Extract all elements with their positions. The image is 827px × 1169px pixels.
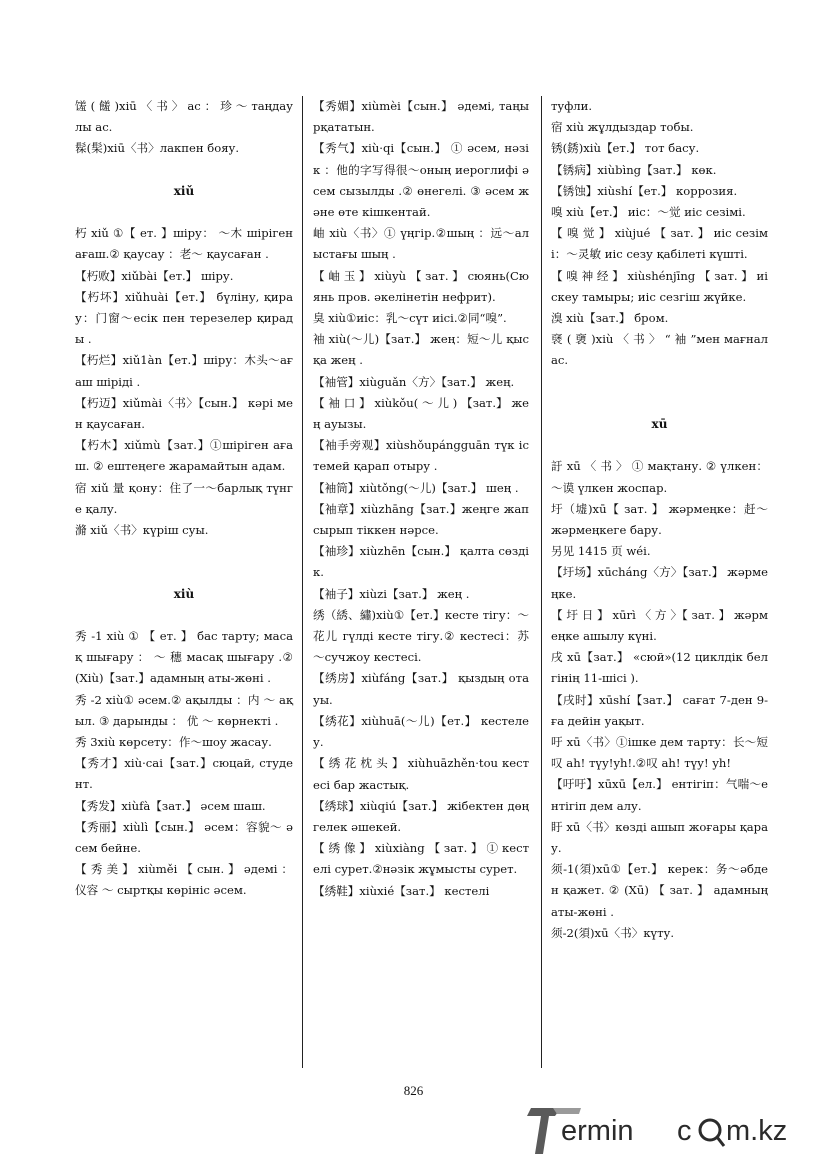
dictionary-entry: 【绣房】xiùfáng【зат.】 қыздың отауы. — [313, 671, 529, 707]
logo-text-right: m.kz — [726, 1115, 788, 1147]
dictionary-entry: 褎 ( 褏 )xiù 〈 书 〉 “ 袖 ”мен мағналас. — [551, 332, 768, 368]
logo-text-mid: ermin — [561, 1115, 634, 1147]
dictionary-entry: 【朽迈】xiǔmài〈书〉【сын.】 кәрі мен қаусаған. — [75, 395, 293, 431]
dictionary-entry: 须-1(須)xū①【ет.】 керек：务～әбден қажет. ② (Xū) 【 зат. 】 адамның аты-жөні . — [551, 862, 768, 919]
dictionary-entry: 秀 -2 xiù① әсем.② ақылды ：内 ～ ақыл. ③ дарынды ： 优 ～ көрнекті . — [75, 692, 293, 728]
dictionary-entry: 锈(銹)xiù【ет.】 тот басу. — [551, 141, 700, 156]
dictionary-entry: 宿 xiù жұлдыздар тобы. — [551, 120, 694, 135]
dictionary-entry: 【秀媚】xiùmèi【сын.】 әдемі, таңырқататын. — [313, 99, 529, 135]
dictionary-entry: 【吁吁】xūxū【ел.】 ентігіп：气喘～ентігіп дем алу. — [551, 777, 768, 813]
dictionary-entry: 袖 xiù(～儿)【зат.】 жең：短～儿 қысқа жең . — [313, 332, 529, 368]
dictionary-entry: 秀 -1 xiù ① 【 ет. 】 бас тарту; масақ шығару ： ～ 穗 масақ шығару .②(Xiù)【зат.】адамның аты-жөні . — [75, 628, 293, 686]
dictionary-entry: 【袖子】xiùzi【зат.】 жең . — [313, 586, 470, 601]
dictionary-entry: 訏 xū 〈 书 〉 ① мақтану. ② үлкен：～谟 үлкен жоспар. — [551, 459, 768, 495]
dictionary-entry: 【秀才】xiù·cai【зат.】сюцай, студент. — [75, 756, 293, 792]
dictionary-entry: 秀 3xiù көрсету：作～шоу жасау. — [75, 734, 272, 749]
dictionary-entry: 臭 xiù①иіс：乳～сүт иісі.②同“嗅”. — [313, 311, 507, 326]
section-heading: xū — [651, 417, 668, 432]
termincom-logo-graphic — [527, 1102, 817, 1160]
dictionary-entry: 盱 xū〈书〉көзді ашып жоғары қарау. — [551, 819, 768, 856]
dictionary-entry: 【朽败】xiǔbài【ет.】 шіру. — [75, 268, 234, 283]
dictionary-entry: 【锈病】xiùbìng【зат.】 көк. — [551, 162, 717, 177]
dictionary-entry: 绣（綉、繡)xiù①【ет.】кесте тігу：～花儿 гүлді кесте тігу.② кестесі：苏～сучжоу кестесі. — [313, 607, 529, 665]
section-heading: xiǔ — [173, 183, 195, 198]
dictionary-entry: 朽 xiǔ ①【 ет. 】шіру： ～木 шіріген ағаш.② қаусау ：老～ қаусаған . — [75, 226, 293, 262]
section-heading: xiù — [173, 586, 195, 601]
dictionary-entry: 【朽坏】xiǔhuài【ет.】 бүліну, қирау：门窗～есік пен терезелер қирады . — [75, 289, 293, 347]
page-number: 826 — [403, 1083, 424, 1098]
dictionary-entry: 【戌时】xūshí【зат.】 сағат 7-ден 9-ға дейін уақыт. — [551, 692, 768, 728]
dictionary-entry: 【朽烂】xiǔ1àn【ет.】шіру：木头～ағаш шіріді . — [75, 353, 293, 389]
dictionary-entry: 【朽木】xiǔmù【зат.】①шіріген ағаш. ② ештеңеге жарамайтын адам. — [75, 438, 293, 474]
dictionary-entry: 【袖珍】xiùzhēn【сын.】 қалта сөздік. — [313, 544, 529, 580]
dictionary-entry: 【绣花】xiùhuā(～儿)【ет.】 кестелеу. — [313, 713, 529, 750]
termincom-logo — [527, 1102, 817, 1160]
dictionary-entry: 【 袖 口 】 xiùkǒu( ～ 儿 ) 【зат.】 жең ауызы. — [313, 395, 529, 432]
spacer — [551, 393, 768, 414]
spacer — [75, 541, 293, 562]
dictionary-entry: 【袖筒】xiùtǒng(～儿)【зат.】 шең . — [313, 480, 519, 495]
dictionary-entry: 髹(髤)xiū〈书〉лакпен бояу. — [75, 141, 240, 156]
logo-magnifier-handle — [717, 1137, 724, 1146]
dictionary-entry: 【绣球】xiùqiú【зат.】 жібектен дөңгелек әшекей. — [313, 798, 529, 834]
dictionary-entry: 【袖手旁观】xiùshǒupángguān түк істемей қарап отыру . — [313, 438, 529, 474]
dictionary-entry: 【袖管】xiùguǎn〈方〉【зат.】 жең. — [313, 374, 515, 389]
dictionary-entry: 馐 ( 饈 )xiū 〈 书 〉 ас ： 珍 ～ таңдаулы ас. — [75, 99, 293, 135]
dictionary-entry: 【秀气】xiù·qi【сын.】 ① әсем, нәзік ：他的字写得很～оның иероглифі әсем сызылды .② өнегелі. ③ әсем және өте кішкентай. — [313, 141, 529, 220]
spacer — [551, 372, 768, 393]
column-divider-right — [541, 96, 542, 1068]
dictionary-entry: 【 圩 日 】 xūrì 〈 方 〉【 зат. 】 жәрмеңке ашылу күні. — [551, 607, 768, 644]
dictionary-entry: 圩（墟)xū【 зат. 】 жәрмеңке：赶～жәрмеңкеге бару. — [551, 501, 768, 537]
dictionary-entry: 【 绣 花 枕 头 】 xiùhuāzhěn·tou кестесі бар жастық. — [313, 756, 529, 792]
dictionary-entry: туфли. — [551, 99, 593, 113]
dictionary-column-1 — [75, 96, 293, 902]
column-divider-left — [302, 96, 303, 1068]
dictionary-entry: 吁 xū〈书〉①ішке дем тарту：长～短叹 ah! түу!yh!.②叹 ah! түу! yh! — [551, 735, 768, 771]
dictionary-column-3 — [551, 96, 768, 944]
spacer — [75, 160, 293, 181]
logo-text-o: c — [677, 1115, 692, 1147]
dictionary-entry: 【 绣 像 】 xiùxiàng 【 зат. 】 ① кестелі сурет.②нәзік жұмысты сурет. — [313, 841, 529, 877]
dictionary-entry: 滫 xiǔ〈书〉күріш суы. — [75, 523, 209, 538]
dictionary-column-2 — [313, 96, 529, 902]
spacer — [75, 562, 293, 583]
dictionary-entry: 【绣鞋】xiùxié【зат.】 кестелі — [313, 883, 490, 898]
spacer — [75, 202, 293, 223]
dictionary-entry: 戌 xū【зат.】 «сюй»(12 циклдік белгінің 11-шісі ). — [551, 650, 768, 686]
dictionary-entry: 【 秀 美 】 xiùměi 【 сын. 】 әдемі ： 仪容 ～ сыртқы көрініс әсем. — [75, 862, 293, 898]
dictionary-entry: 【 岫 玉 】 xiùyù 【 зат. 】 сюянь(Сюянь пров. әкелінетін нефрит). — [313, 268, 529, 304]
dictionary-entry: 【 嗅 神 经 】 xiùshénjīng 【 зат. 】 иіскеу тамыры; иіс сезгіш жүйке. — [551, 268, 768, 304]
dictionary-entry: 【秀发】xiùfà【зат.】 әсем шаш. — [75, 798, 266, 813]
dictionary-entry: 【锈蚀】xiùshí【ет.】 коррозия. — [551, 183, 738, 198]
dictionary-entry: 另见 1415 页 wéi. — [551, 544, 651, 559]
spacer — [75, 605, 293, 626]
dictionary-entry: 【圩场】xūcháng〈方〉【зат.】 жәрмеңке. — [551, 565, 768, 601]
dictionary-entry: 【袖章】xiùzhāng【зат.】жеңге жапсырып тіккен нәрсе. — [313, 501, 529, 538]
dictionary-entry: 【秀丽】xiùlì【сын.】 әсем：容貌～ әсем бейне. — [75, 819, 293, 855]
dictionary-entry: 溴 xiù【зат.】 бром. — [551, 311, 669, 326]
dictionary-entry: 须-2(須)xū〈书〉күту. — [551, 925, 675, 940]
dictionary-entry: 【 嗅 觉 】 xiùjué 【 зат. 】 иіс сезімі：～灵敏 иіс сезу қабілеті күшті. — [551, 226, 768, 262]
dictionary-entry: 岫 xiù〈书〉① үңгір.②шың ：远～алыстағы шың . — [313, 226, 529, 262]
dictionary-entry: 宿 xiǔ 量 қону：住了一～барлық түнге қалу. — [75, 480, 293, 516]
spacer — [551, 435, 768, 456]
dictionary-entry: 嗅 xiù【ет.】 иіс：～觉 иіс сезімі. — [551, 205, 746, 220]
